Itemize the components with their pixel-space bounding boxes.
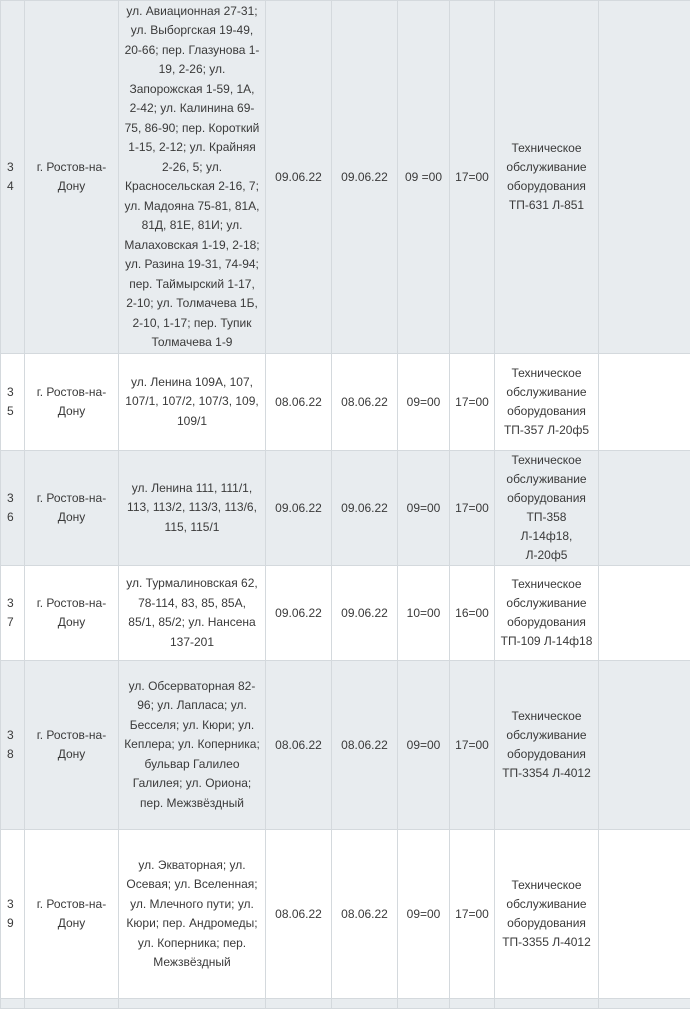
end-date-cell: 09.06.22: [332, 451, 398, 566]
extra-cell: [599, 566, 690, 661]
end-time-cell: 17=00: [450, 661, 495, 830]
extra-cell: [599, 1, 690, 354]
reason-cell: Техническое обслуживание оборудования ТП-109 Л-14ф18: [495, 566, 599, 661]
row-number: [1, 999, 25, 1009]
extra-cell: [599, 451, 690, 566]
reason-cell: Техническое обслуживание оборудования ТП-358 Л-14ф18, Л-20ф5: [495, 451, 599, 566]
end-time-cell: 17=00: [450, 354, 495, 451]
end-time-cell: 16=00: [450, 566, 495, 661]
city-cell: г. Ростов-на-Дону: [25, 830, 119, 999]
table-row: [1, 354, 690, 451]
start-time-cell: 09=00: [398, 354, 450, 451]
city-cell: г. Ростов-на-Дону: [25, 354, 119, 451]
row-number: 34: [1, 1, 25, 354]
reason-cell: Техническое обслуживание оборудования ТП-357 Л-20ф5: [495, 354, 599, 451]
city-cell: г. Ростов-на-Дону: [25, 1, 119, 354]
start-date-cell: 09.06.22: [266, 1, 332, 354]
city-cell: г. Ростов-на-Дону: [25, 661, 119, 830]
end-date-cell: 08.06.22: [332, 661, 398, 830]
start-time-cell: 09=00: [398, 451, 450, 566]
address-cell: ул. Ленина 109А, 107, 107/1, 107/2, 107/3, 109, 109/1: [119, 354, 266, 451]
address-cell: ул. Обсерваторная 82-96; ул. Лапласа; ул. Бесселя; ул. Кюри; ул. Кеплера; ул. Коперника; бульвар Галилео Галилея; ул. Ориона; пер. Межзвёздный: [119, 661, 266, 830]
row-number: 36: [1, 451, 25, 566]
start-date-cell: 09.06.22: [266, 566, 332, 661]
start-date-cell: 09.06.22: [266, 451, 332, 566]
address-cell: ул. Ленина 111, 111/1, 113, 113/2, 113/3, 113/6, 115, 115/1: [119, 451, 266, 566]
start-time-cell: 09=00: [398, 661, 450, 830]
table-row: [1, 451, 690, 566]
row-number: 39: [1, 830, 25, 999]
start-time-cell: [398, 999, 450, 1009]
table-row: [1, 1, 690, 354]
table-row: [1, 999, 690, 1009]
end-date-cell: 09.06.22: [332, 1, 398, 354]
end-time-cell: [450, 999, 495, 1009]
row-number: 38: [1, 661, 25, 830]
start-date-cell: 08.06.22: [266, 830, 332, 999]
city-cell: г. Ростов-на-Дону: [25, 451, 119, 566]
row-number: 35: [1, 354, 25, 451]
city-cell: г. Ростов-на-Дону: [25, 566, 119, 661]
extra-cell: [599, 661, 690, 830]
extra-cell: [599, 354, 690, 451]
extra-cell: [599, 830, 690, 999]
address-cell: ул. Турмалиновская 62, 78-114, 83, 85, 85А, 85/1, 85/2; ул. Нансена 137-201: [119, 566, 266, 661]
end-date-cell: 08.06.22: [332, 830, 398, 999]
start-date-cell: [266, 999, 332, 1009]
table-row: [1, 661, 690, 830]
table-row: [1, 566, 690, 661]
end-date-cell: 08.06.22: [332, 354, 398, 451]
city-cell: [25, 999, 119, 1009]
start-time-cell: 09=00: [398, 830, 450, 999]
end-date-cell: 09.06.22: [332, 566, 398, 661]
end-time-cell: 17=00: [450, 451, 495, 566]
address-cell: [119, 999, 266, 1009]
end-time-cell: 17=00: [450, 1, 495, 354]
start-date-cell: 08.06.22: [266, 661, 332, 830]
reason-cell: Техническое обслуживание оборудования ТП-3355 Л-4012: [495, 830, 599, 999]
start-time-cell: 10=00: [398, 566, 450, 661]
row-number: 37: [1, 566, 25, 661]
end-time-cell: 17=00: [450, 830, 495, 999]
table-row: [1, 830, 690, 999]
address-cell: ул. Экваторная; ул. Осевая; ул. Вселенная; ул. Млечного пути; ул. Кюри; пер. Андромеды; ул. Коперника; пер. Межзвёздный: [119, 830, 266, 999]
start-time-cell: 09 =00: [398, 1, 450, 354]
reason-cell: [495, 999, 599, 1009]
start-date-cell: 08.06.22: [266, 354, 332, 451]
address-cell: ул. Авиационная 27-31; ул. Выборгская 19-49, 20-66; пер. Глазунова 1-19, 2-26; ул. Запорожская 1-59, 1А, 2-42; ул. Калинина 69-75, 86-90; пер. Короткий 1-15, 2-12; ул. Крайняя 2-26, 5; ул. Красносельская 2-16, 7; ул. Мадояна 75-81, 81А, 81Д, 81Е, 81И; ул. Малаховская 1-19, 2-18; ул. Разина 19-31, 74-94; пер. Таймырский 1-17, 2-10; ул. Толмачева 1Б, 2-10, 1-17; пер. Тупик Толмачева 1-9: [119, 1, 266, 354]
reason-cell: Техническое обслуживание оборудования ТП-631 Л-851: [495, 1, 599, 354]
end-date-cell: [332, 999, 398, 1009]
extra-cell: [599, 999, 690, 1009]
reason-cell: Техническое обслуживание оборудования ТП-3354 Л-4012: [495, 661, 599, 830]
